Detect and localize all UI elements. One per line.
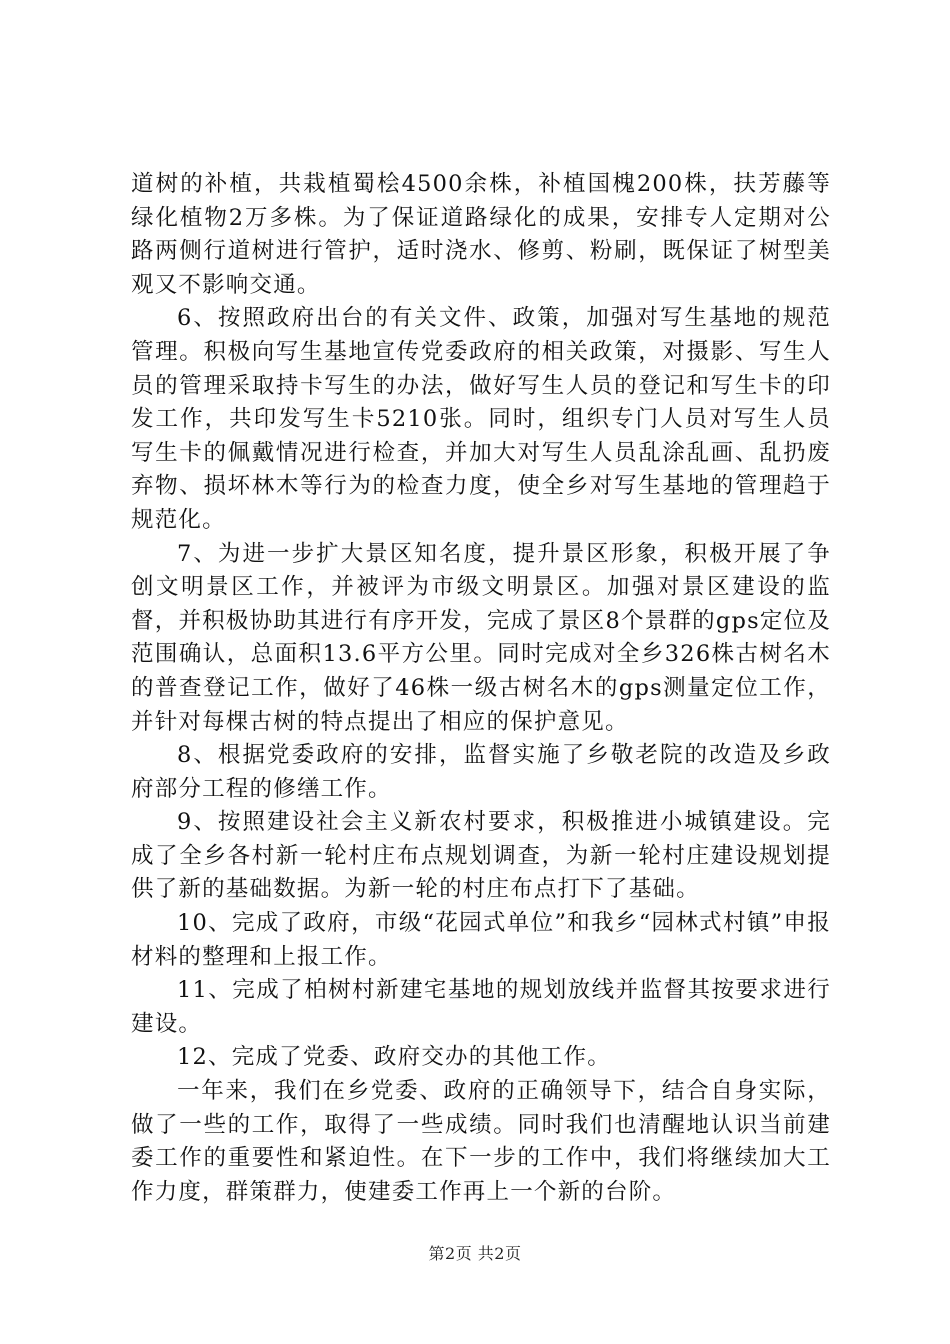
document-body xyxy=(131,168,831,1209)
paragraph-item-8: 8、根据党委政府的安排，监督实施了乡敬老院的改造及乡政府部分工程的修缮工作。 xyxy=(131,742,831,802)
paragraph-item-11: 11、完成了柏树村新建宅基地的规划放线并监督其按要求进行建设。 xyxy=(131,977,831,1037)
paragraph-item-12: 12、完成了党委、政府交办的其他工作。 xyxy=(177,1044,611,1071)
paragraph-item-7: 7、为进一步扩大景区知名度，提升景区形象，积极开展了争创文明景区工作，并被评为市级文明景区。加强对景区建设的监督，并积极协助其进行有序开发，完成了景区8个景群的gps定位及范围确认，总面积13.6平方公里。同时完成对全乡326株古树名木的普查登记工作，做好了46株一级古树名木的gps测量定位工作，并针对每棵古树的特点提出了相应的保护意见。 xyxy=(131,540,831,735)
paragraph-item-10: 10、完成了政府，市级“花园式单位”和我乡“园林式村镇”申报材料的整理和上报工作。 xyxy=(131,910,831,970)
paragraph-summary: 一年来，我们在乡党委、政府的正确领导下，结合自身实际，做了一些的工作，取得了一些成绩。同时我们也清醒地认识当前建委工作的重要性和紧迫性。在下一步的工作中，我们将继续加大工作力度，群策群力，使建委工作再上一个新的台阶。 xyxy=(131,1078,831,1205)
page-footer xyxy=(0,1243,950,1265)
paragraph-item-9: 9、按照建设社会主义新农村要求，积极推进小城镇建设。完成了全乡各村新一轮村庄布点规划调查，为新一轮村庄建设规划提供了新的基础数据。为新一轮的村庄布点打下了基础。 xyxy=(131,809,831,903)
paragraph-continued: 道树的补植，共栽植蜀桧4500余株，补植国槐200株，扶芳藤等绿化植物2万多株。为了保证道路绿化的成果，安排专人定期对公路两侧行道树进行管护，适时浇水、修剪、粉刷，既保证了树型美观又不影响交通。 xyxy=(131,171,831,298)
page-number-label: 第2页 共2页 xyxy=(428,1244,522,1263)
paragraph-item-6: 6、按照政府出台的有关文件、政策，加强对写生基地的规范管理。积极向写生基地宣传党委政府的相关政策，对摄影、写生人员的管理采取持卡写生的办法，做好写生人员的登记和写生卡的印发工作，共印发写生卡5210张。同时，组织专门人员对写生人员写生卡的佩戴情况进行检查，并加大对写生人员乱涂乱画、乱扔废弃物、损坏林木等行为的检查力度，使全乡对写生基地的管理趋于规范化。 xyxy=(131,305,831,533)
